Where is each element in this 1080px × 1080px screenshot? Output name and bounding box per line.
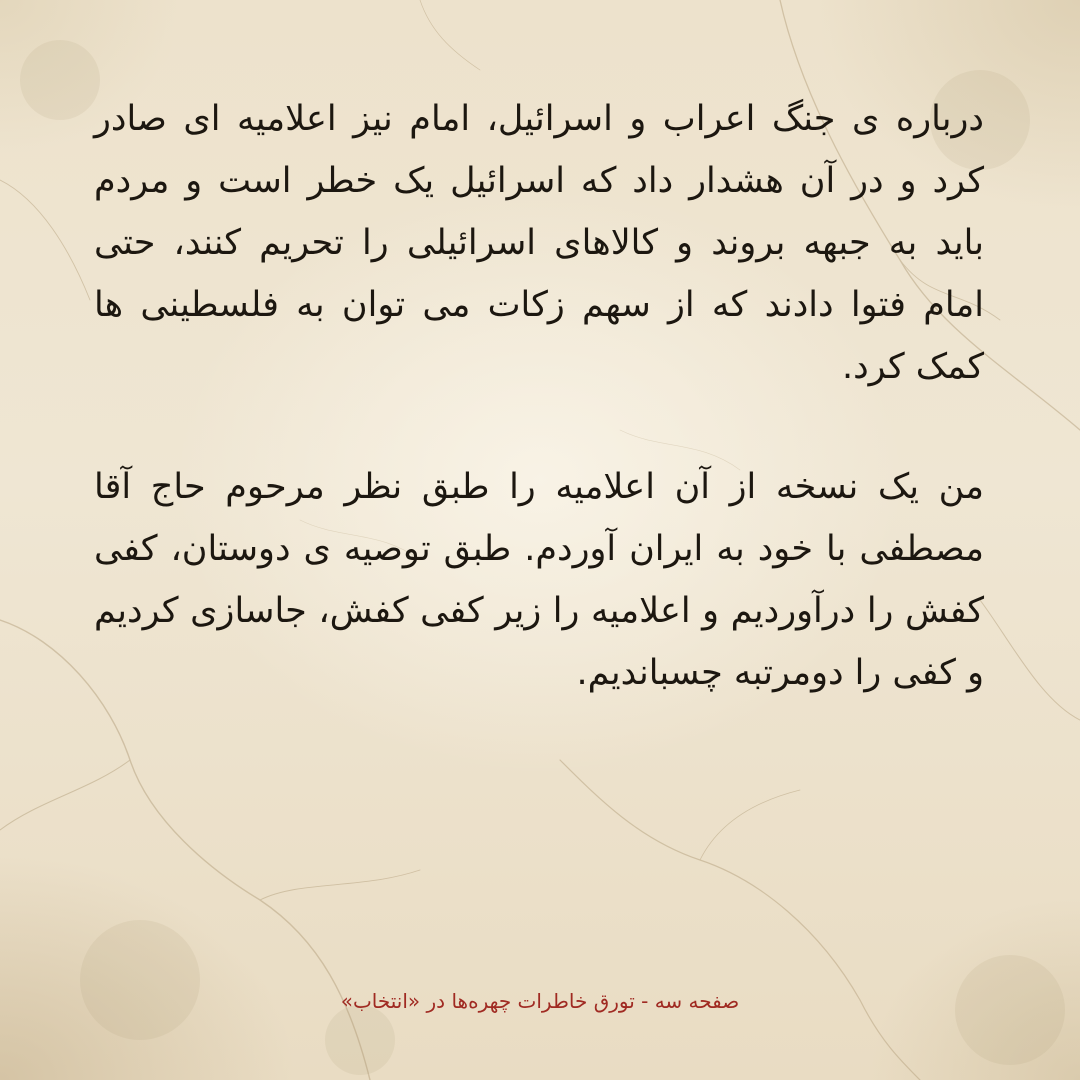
footer-caption: صفحه سه - تورق خاطرات چهره‌ها در «انتخاب» [340, 989, 740, 1013]
article-body [94, 88, 984, 704]
paragraph-2: من یک نسخه از آن اعلامیه را طبق نظر مرحوم حاج آقا مصطفی با خود به ایران آوردم. طبق توصیه ی دوستان، کفی کفش را درآوردیم و اعلامیه را زیر کفی کفش، جاسازی کردیم و کفی را دومرتبه چسباندیم. [94, 467, 984, 693]
paragraph-1: درباره ی جنگ اعراب و اسرائیل، امام نیز اعلامیه ای صادر کرد و در آن هشدار داد که اسرائیل یک خطر است و مردم باید به جبهه بروند و کالاهای اسرائیلی را تحریم کنند، حتی امام فتوا دادند که از سهم زکات می توان به فلسطینی ها کمک کرد. [94, 99, 984, 387]
